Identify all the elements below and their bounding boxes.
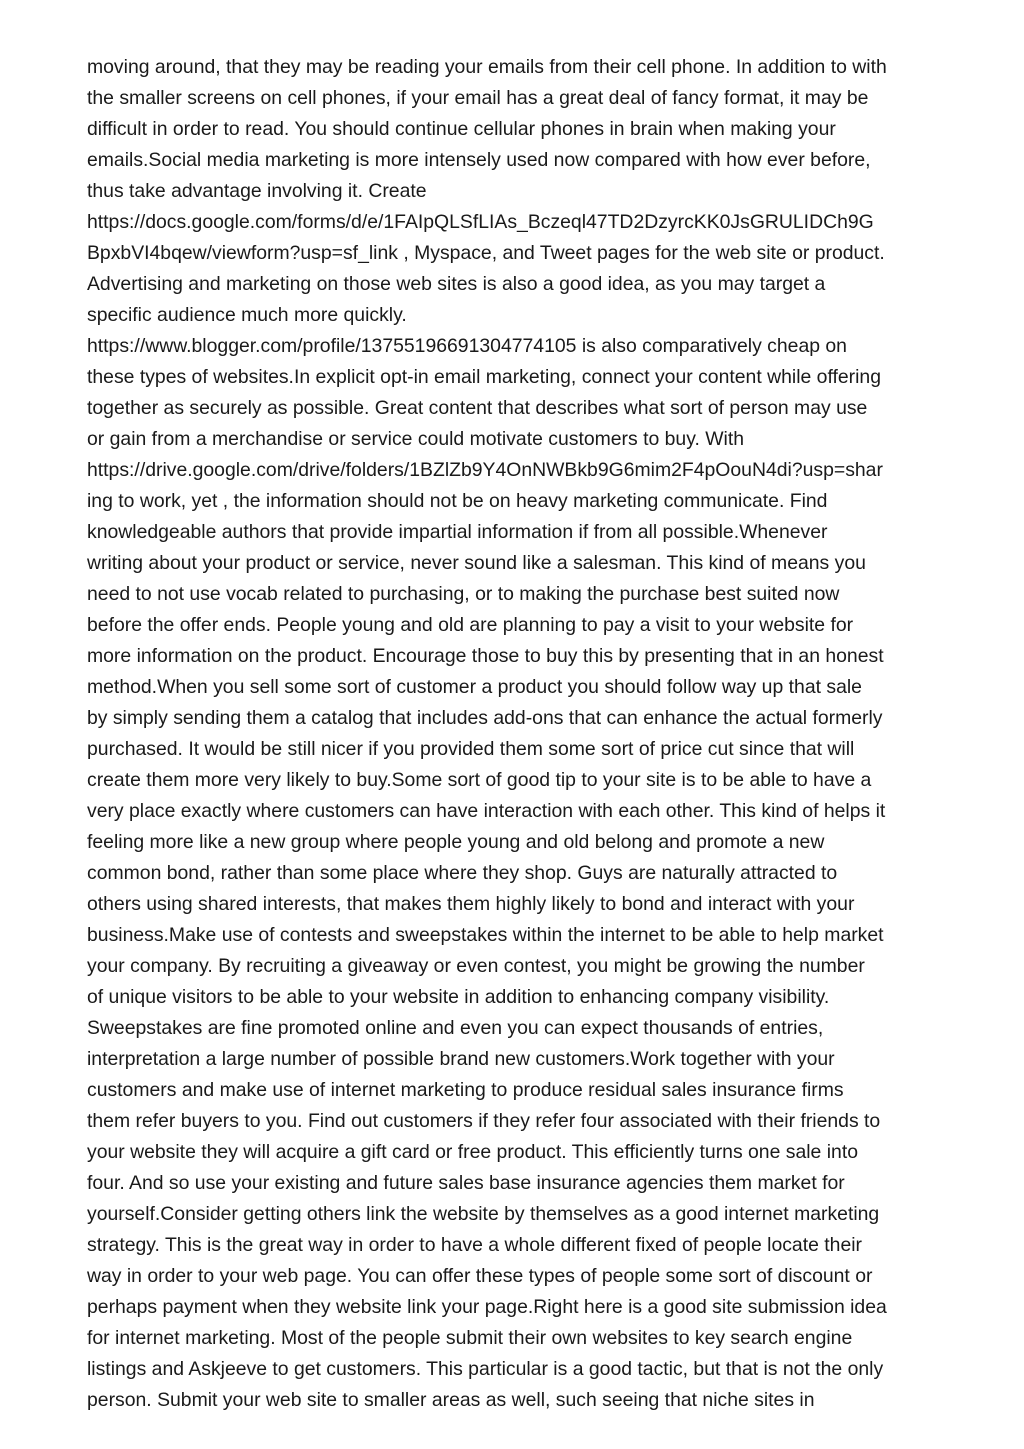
text-line: four. And so use your existing and future sales base insurance agencies them market for bbox=[87, 1172, 845, 1194]
document-page bbox=[87, 52, 947, 1416]
text-line: Advertising and marketing on those web sites is also a good idea, as you may target a bbox=[87, 273, 826, 295]
text-line: method.When you sell some sort of customer a product you should follow way up that sale bbox=[87, 676, 862, 698]
text-line: the smaller screens on cell phones, if your email has a great deal of fancy format, it may be bbox=[87, 87, 869, 109]
text-line: more information on the product. Encourage those to buy this by presenting that in an honest bbox=[87, 645, 884, 667]
text-line: business.Make use of contests and sweepstakes within the internet to be able to help market bbox=[87, 924, 884, 946]
text-line: by simply sending them a catalog that includes add-ons that can enhance the actual formerly bbox=[87, 707, 883, 729]
text-line: before the offer ends. People young and old are planning to pay a visit to your website for bbox=[87, 614, 854, 636]
text-line: your website they will acquire a gift card or free product. This efficiently turns one sale into bbox=[87, 1141, 858, 1163]
url-text-line: https://docs.google.com/forms/d/e/1FAIpQLSfLIAs_Bczeql47TD2DzyrcKK0JsGRULIDCh9G bbox=[87, 211, 874, 233]
text-line: for internet marketing. Most of the people submit their own websites to key search engine bbox=[87, 1327, 853, 1349]
text-line: perhaps payment when they website link your page.Right here is a good site submission idea bbox=[87, 1296, 887, 1318]
text-line: listings and Askjeeve to get customers. This particular is a good tactic, but that is not the only bbox=[87, 1358, 884, 1380]
text-line: strategy. This is the great way in order to have a whole different fixed of people locate their bbox=[87, 1234, 862, 1256]
text-line: customers and make use of internet marketing to produce residual sales insurance firms bbox=[87, 1079, 844, 1101]
text-line: knowledgeable authors that provide impartial information if from all possible.Whenever bbox=[87, 521, 828, 543]
text-line: of unique visitors to be able to your website in addition to enhancing company visibility. bbox=[87, 986, 830, 1008]
text-line: or gain from a merchandise or service could motivate customers to buy. With bbox=[87, 428, 745, 450]
text-line: Sweepstakes are fine promoted online and even you can expect thousands of entries, bbox=[87, 1017, 824, 1039]
text-line: BpxbVI4bqew/viewform?usp=sf_link , Myspace, and Tweet pages for the web site or product. bbox=[87, 242, 885, 264]
text-line: your company. By recruiting a giveaway or even contest, you might be growing the number bbox=[87, 955, 865, 977]
text-line: moving around, that they may be reading your emails from their cell phone. In addition to with bbox=[87, 56, 887, 78]
text-line: them refer buyers to you. Find out customers if they refer four associated with their friends to bbox=[87, 1110, 881, 1132]
text-line: difficult in order to read. You should continue cellular phones in brain when making your bbox=[87, 118, 836, 140]
text-line: way in order to your web page. You can offer these types of people some sort of discount or bbox=[87, 1265, 873, 1287]
text-line: thus take advantage involving it. Create bbox=[87, 180, 427, 202]
url-text-line: https://www.blogger.com/profile/13755196691304774105 is also comparatively cheap on bbox=[87, 335, 847, 357]
text-line: yourself.Consider getting others link the website by themselves as a good internet marketing bbox=[87, 1203, 880, 1225]
text-line: need to not use vocab related to purchasing, or to making the purchase best suited now bbox=[87, 583, 840, 605]
text-line: writing about your product or service, never sound like a salesman. This kind of means you bbox=[87, 552, 866, 574]
text-line: interpretation a large number of possible brand new customers.Work together with your bbox=[87, 1048, 835, 1070]
text-line: ing to work, yet , the information should not be on heavy marketing communicate. Find bbox=[87, 490, 828, 512]
text-line: common bond, rather than some place where they shop. Guys are naturally attracted to bbox=[87, 862, 838, 884]
document-body-text bbox=[87, 52, 947, 1416]
text-line: emails.Social media marketing is more intensely used now compared with how ever before, bbox=[87, 149, 871, 171]
text-line: very place exactly where customers can have interaction with each other. This kind of helps it bbox=[87, 800, 886, 822]
text-line: person. Submit your web site to smaller areas as well, such seeing that niche sites in bbox=[87, 1389, 815, 1411]
text-line: others using shared interests, that makes them highly likely to bond and interact with your bbox=[87, 893, 855, 915]
text-line: feeling more like a new group where people young and old belong and promote a new bbox=[87, 831, 825, 853]
text-line: together as securely as possible. Great content that describes what sort of person may use bbox=[87, 397, 868, 419]
text-line: these types of websites.In explicit opt-in email marketing, connect your content while offering bbox=[87, 366, 881, 388]
url-text-line: https://drive.google.com/drive/folders/1BZlZb9Y4OnNWBkb9G6mim2F4pOouN4di?usp=shar bbox=[87, 459, 883, 481]
text-line: purchased. It would be still nicer if you provided them some sort of price cut since that will bbox=[87, 738, 855, 760]
text-line: create them more very likely to buy.Some sort of good tip to your site is to be able to have a bbox=[87, 769, 872, 791]
text-line: specific audience much more quickly. bbox=[87, 304, 407, 326]
